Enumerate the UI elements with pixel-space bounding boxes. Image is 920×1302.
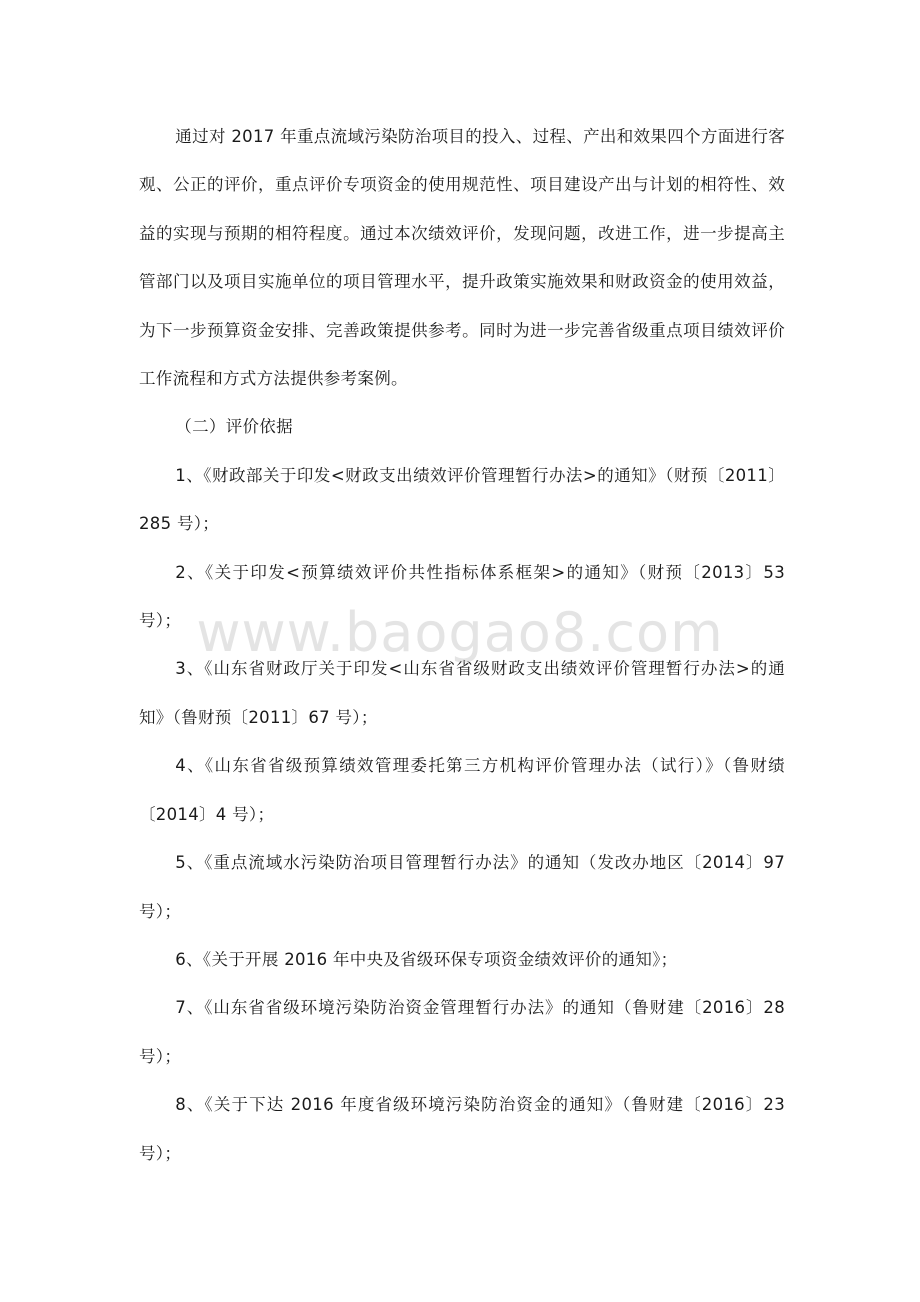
basis-item-1: 1、《财政部关于印发<财政支出绩效评价管理暂行办法>的通知》（财预〔2011〕285 号）； <box>139 465 785 534</box>
basis-item-5: 5、《重点流域水污染防治项目管理暂行办法》的通知（发改办地区〔2014〕97 号）； <box>139 853 785 921</box>
basis-item-4: 4、《山东省省级预算绩效管理委托第三方机构评价管理办法（试行）》（鲁财绩〔2014〕4 号）； <box>139 756 785 824</box>
basis-item-7: 7、《山东省省级环境污染防治资金管理暂行办法》的通知（鲁财建〔2016〕28 号）； <box>139 998 785 1066</box>
basis-item-2: 2、《关于印发<预算绩效评价共性指标体系框架>的通知》（财预〔2013〕53 号）； <box>139 562 785 631</box>
watermark: www.baogao8.com <box>196 601 724 664</box>
basis-item-3: 3、《山东省财政厅关于印发<山东省省级财政支出绩效评价管理暂行办法>的通知》（鲁财预〔2011〕67 号）； <box>139 659 785 727</box>
intro-paragraph: 通过对 2017 年重点流域污染防治项目的投入、过程、产出和效果四个方面进行客观、公正的评价，重点评价专项资金的使用规范性、项目建设产出与计划的相符性、效益的实现与预期的相符程度。通过本次绩效评价，发现问题，改进工作，进一步提高主管部门以及项目实施单位的项目管理水平，提升政策实施效果和财政资金的使用效益，为下一步预算资金安排、完善政策提供参考。同时为进一步完善省级重点项目绩效评价工作流程和方式方法提供参考案例。 <box>139 127 785 389</box>
basis-item-8: 8、《关于下达 2016 年度省级环境污染防治资金的通知》（鲁财建〔2016〕23 号）； <box>139 1095 785 1163</box>
basis-item-6: 6、《关于开展 2016 年中央及省级环保专项资金绩效评价的通知》； <box>175 949 678 969</box>
section-heading-evaluation-basis: （二）评价依据 <box>175 417 293 437</box>
document-body <box>139 113 785 1178</box>
